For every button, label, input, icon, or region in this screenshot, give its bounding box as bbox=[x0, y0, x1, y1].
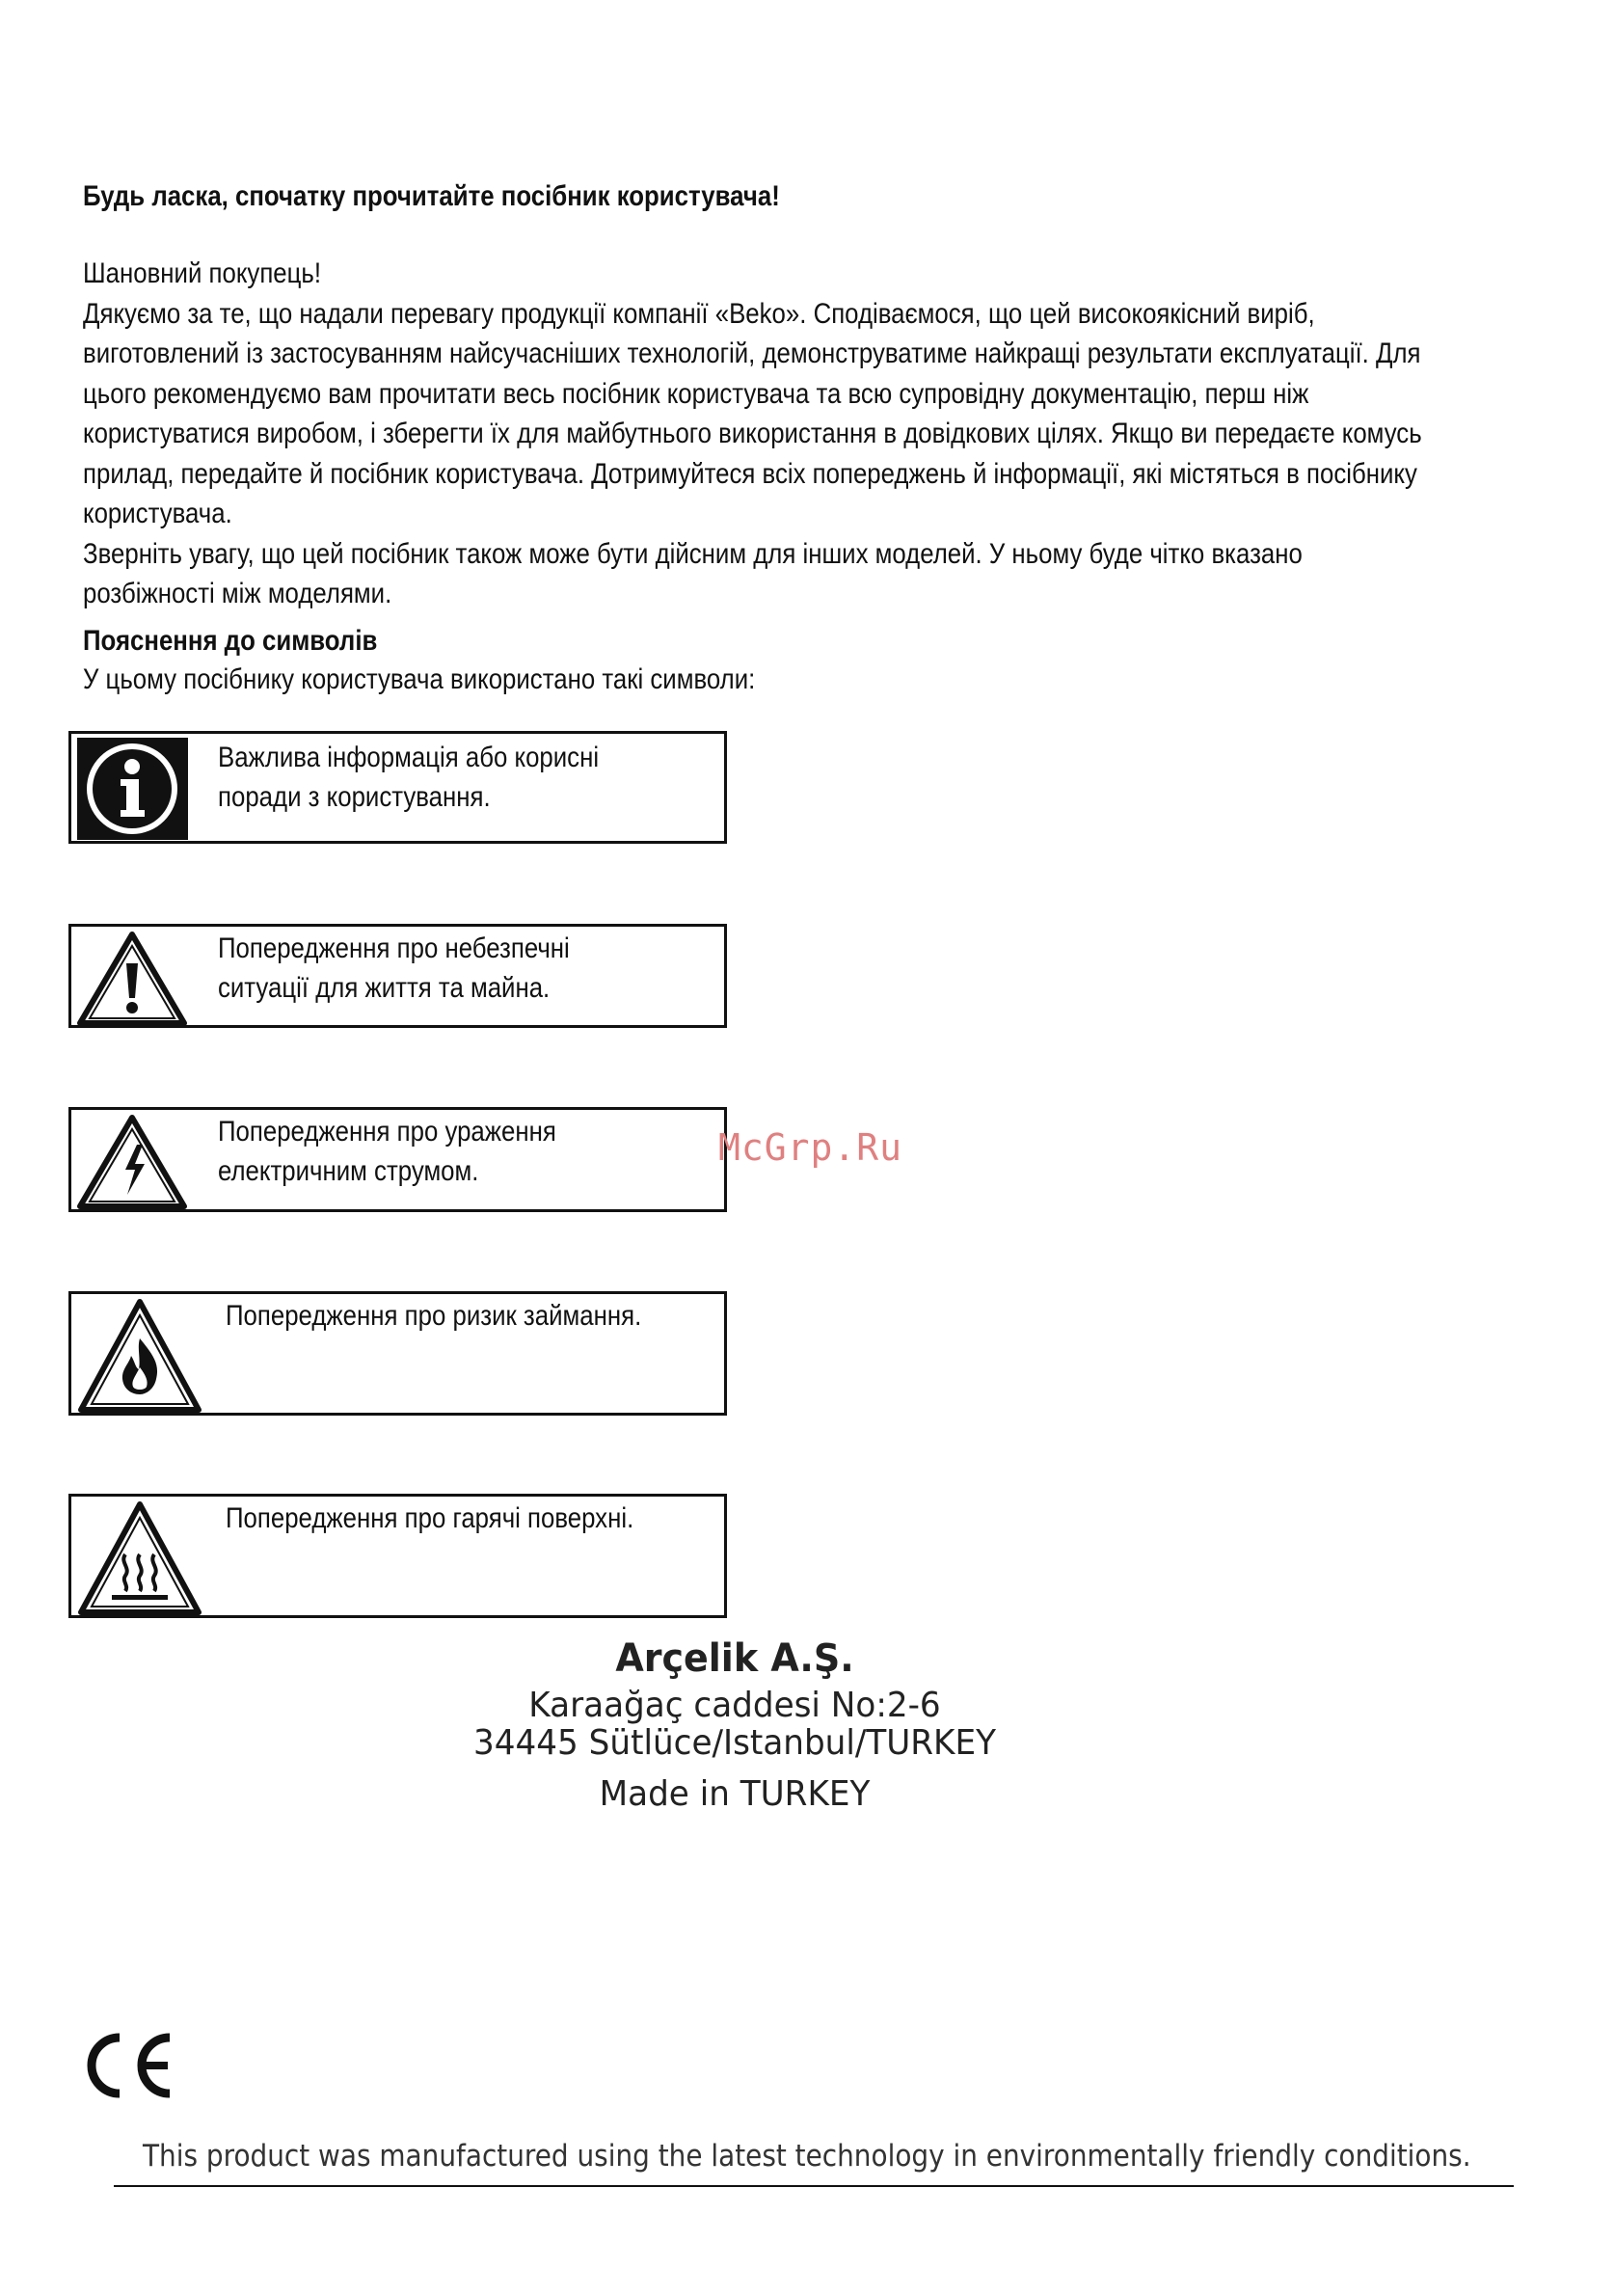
symbol-fire-line1: Попередження про ризик займання. bbox=[226, 1300, 642, 1332]
intro-paragraph: Дякуємо за те, що надали перевагу продукції компанії «Beko». Сподіваємося, що цей високоякісний виріб, виготовлений із застосуванням найсучасніших технологій, демонструватиме найкращі результати експлуатації. Для цього рекомендуємо вам прочитати весь посібник користувача та всю супровідну документацію, перш ніж користуватися виробом, і зберегти їх для майбутнього використання в довідкових цілях. Якщо ви передаєте комусь прилад, передайте й посібник користувача. Дотримуйтеся всіх попереджень й інформації, які містяться в посібнику користувача. bbox=[83, 297, 1422, 529]
intro-block bbox=[83, 254, 1422, 614]
electric-shock-icon bbox=[77, 1114, 188, 1215]
symbol-warning-line1: Попередження про небезпечні bbox=[218, 932, 570, 964]
symbol-electric-line2: електричним струмом. bbox=[218, 1155, 479, 1187]
symbol-hot-line1: Попередження про гарячі поверхні. bbox=[226, 1502, 634, 1534]
symbol-info-line1: Важлива інформація або корисні bbox=[218, 742, 600, 773]
fire-hazard-icon bbox=[77, 1298, 202, 1418]
models-note: Зверніть увагу, що цей посібник також може бути дійсним для інших моделей. У ньому буде чітко вказано розбіжності між моделями. bbox=[83, 537, 1303, 609]
manufacturer-city: 34445 Sütlüce/Istanbul/TURKEY bbox=[473, 1723, 996, 1763]
symbol-box-fire bbox=[68, 1291, 727, 1416]
symbol-box-info bbox=[68, 731, 727, 844]
page-heading: Будь ласка, спочатку прочитайте посібник користувача! bbox=[83, 180, 780, 212]
info-icon bbox=[77, 738, 188, 845]
footer-divider bbox=[114, 2185, 1514, 2187]
symbol-info-line2: поради з користування. bbox=[218, 781, 491, 813]
ce-mark-icon bbox=[81, 2032, 177, 2104]
hot-surface-icon bbox=[77, 1500, 202, 1621]
warning-icon bbox=[77, 931, 188, 1032]
manufacturer-origin: Made in TURKEY bbox=[599, 1774, 871, 1814]
symbol-box-electric bbox=[68, 1107, 727, 1212]
manufacturer-street: Karaağaç caddesi No:2-6 bbox=[528, 1686, 941, 1725]
symbol-warning-line2: ситуації для життя та майна. bbox=[218, 972, 551, 1004]
watermark: McGrp.Ru bbox=[718, 1126, 903, 1169]
symbols-title: Пояснення до символів bbox=[83, 625, 378, 657]
symbols-lead: У цьому посібнику користувача використано такі символи: bbox=[83, 663, 756, 695]
manufacturer-name: Arçelik A.Ş. bbox=[615, 1636, 854, 1681]
symbol-box-warning bbox=[68, 924, 727, 1028]
footer-text: This product was manufactured using the latest technology in environmentally friendly conditions. bbox=[143, 2139, 1471, 2174]
greeting: Шановний покупець! bbox=[83, 257, 322, 289]
symbol-electric-line1: Попередження про ураження bbox=[218, 1116, 556, 1148]
symbol-box-hot-surface bbox=[68, 1494, 727, 1618]
